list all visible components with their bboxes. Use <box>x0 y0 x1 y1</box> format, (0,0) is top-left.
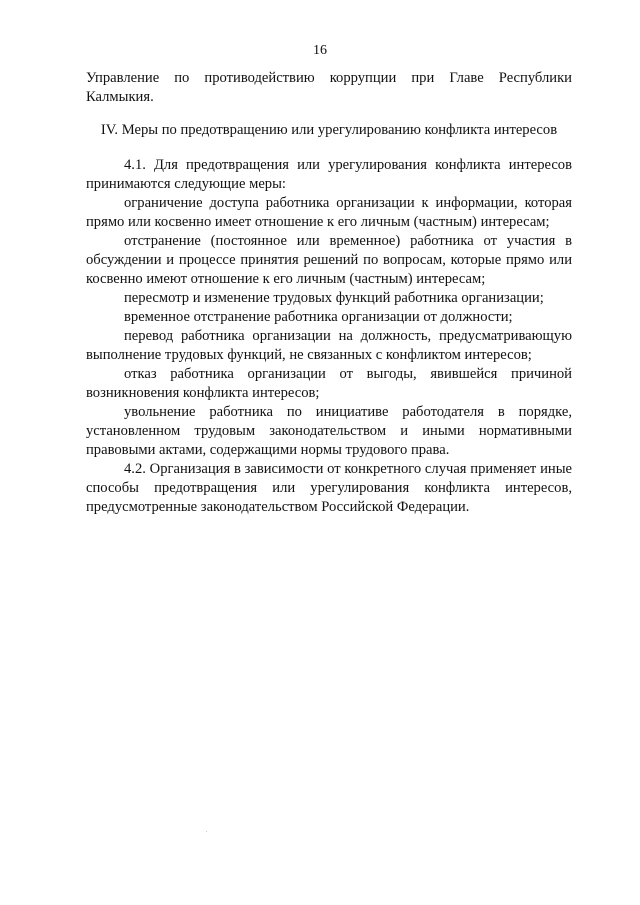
measure-transfer: перевод работника организации на должность, предусматривающую выполнение трудовых функций, не связанных с конфликтом интересов; <box>86 328 572 363</box>
measure-dismissal: увольнение работника по инициативе работодателя в порядке, установленном трудовым законодательством и иными нормативными правовыми актами, содержащими нормы трудового права. <box>86 404 572 458</box>
document-body <box>86 69 572 517</box>
paragraph-4-1: 4.1. Для предотвращения или урегулирования конфликта интересов принимаются следующие меры: <box>86 157 572 192</box>
measure-suspend-from-decisions: отстранение (постоянное или временное) работника от участия в обсуждении и процессе принятия решений по вопросам, которые прямо или косвенно имеют отношение к его личным (частным) интересам; <box>86 233 572 287</box>
intro-paragraph: Управление по противодействию коррупции при Главе Республики Калмыкия. <box>86 70 572 105</box>
measure-restrict-access: ограничение доступа работника организации к информации, которая прямо или косвенно имеет отношение к его личным (частным) интересам; <box>86 195 572 230</box>
measure-revise-functions: пересмотр и изменение трудовых функций работника организации; <box>124 290 544 306</box>
scan-speck <box>206 831 207 832</box>
section-heading: IV. Меры по предотвращению или урегулированию конфликта интересов <box>100 122 558 138</box>
page-number: 16 <box>313 43 327 58</box>
measure-temporary-removal: временное отстранение работника организации от должности; <box>124 309 513 325</box>
paragraph-4-2: 4.2. Организация в зависимости от конкретного случая применяет иные способы предотвращения или урегулирования конфликта интересов, предусмотренные законодательством Российской Федерации. <box>86 461 572 515</box>
measure-refuse-benefit: отказ работника организации от выгоды, явившейся причиной возникновения конфликта интересов; <box>86 366 572 401</box>
